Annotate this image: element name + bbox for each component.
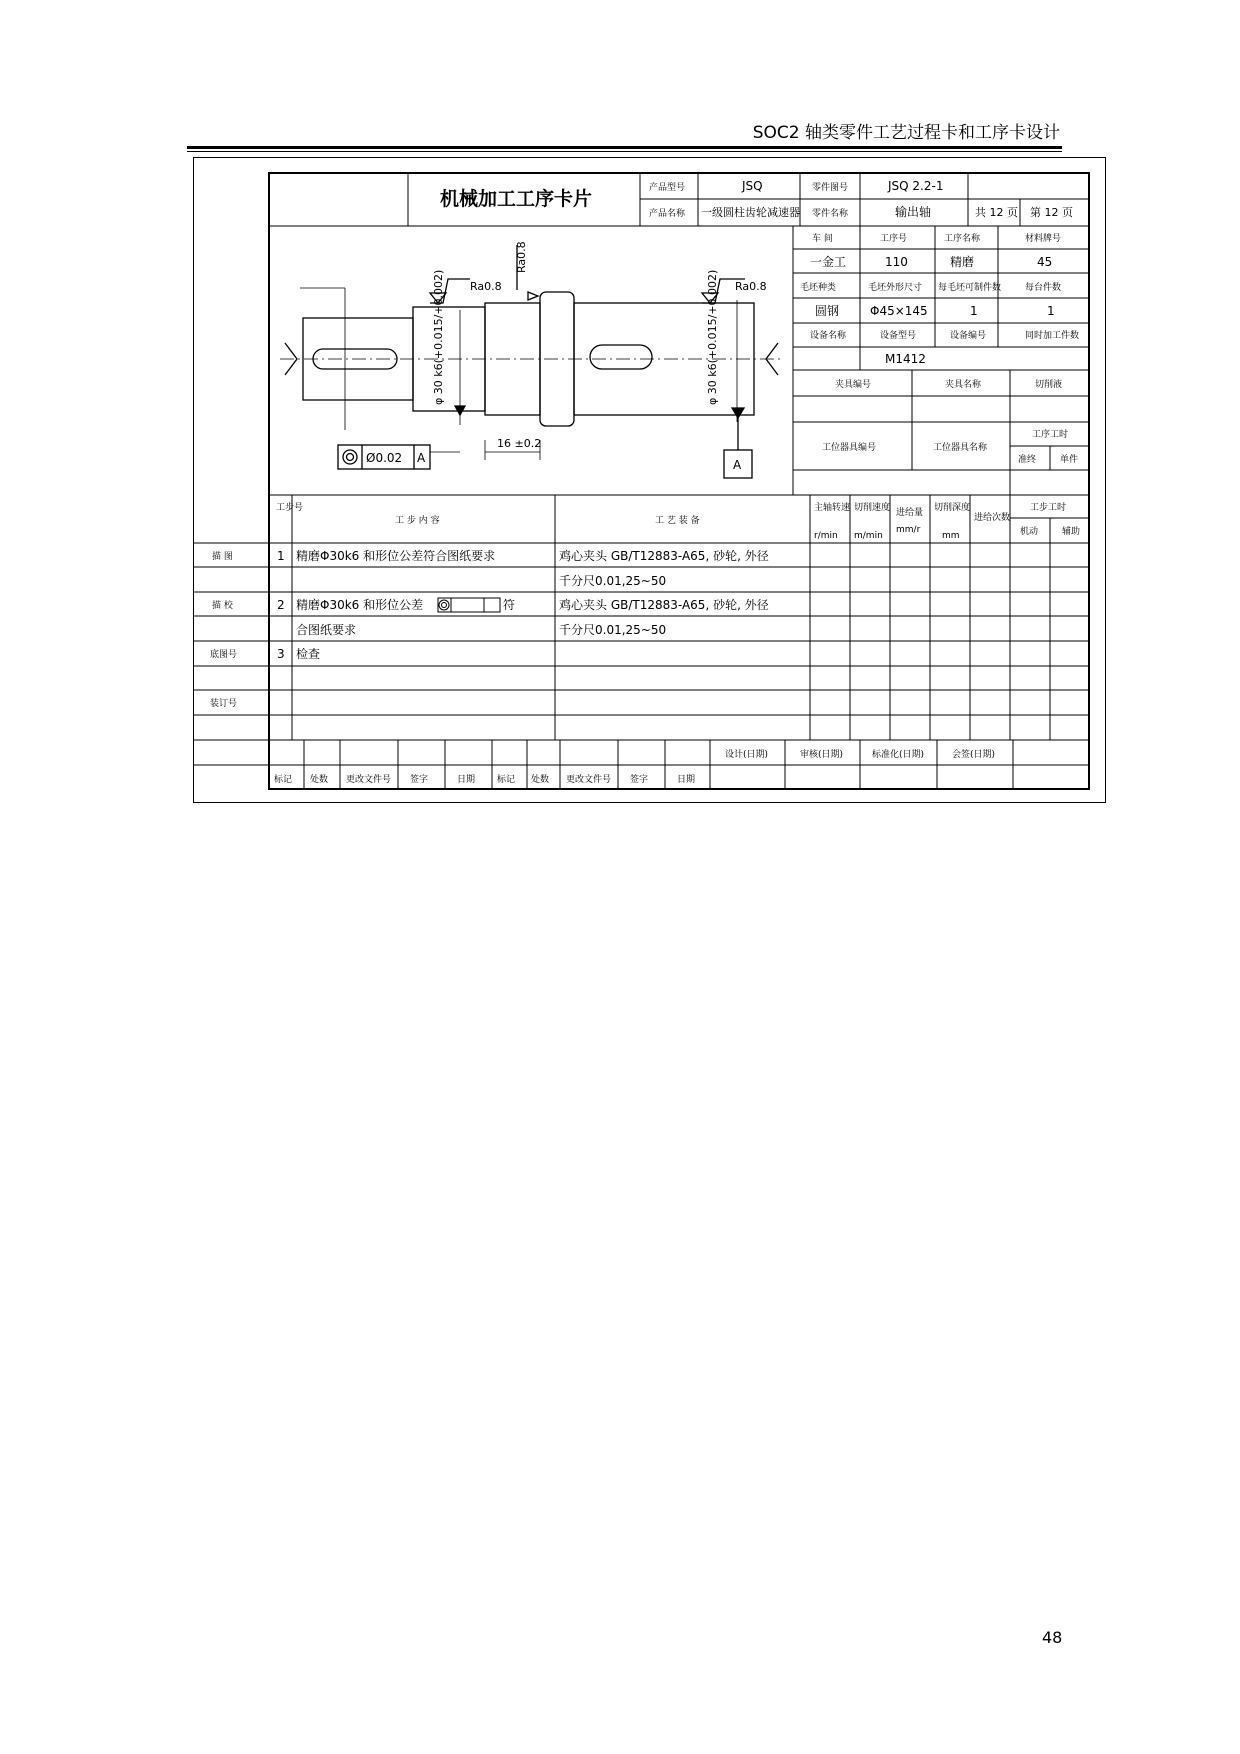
side-check: 描 校 [212,601,233,611]
op-name: 精磨 [950,255,975,269]
depth-unit: mm [942,531,960,541]
op-time-label: 工序工时 [1032,430,1069,440]
blank-type-label: 毛坯种类 [800,283,837,293]
depth-header: 切削深度 [934,503,971,513]
op-no-label: 工序号 [880,234,908,244]
product-name-label: 产品名称 [649,209,686,219]
op-name-label: 工序名称 [944,234,981,244]
spindle-header: 主轴转速 [814,503,851,513]
equipment-header: 工 艺 装 备 [655,516,700,526]
fixture-name-label: 夹具名称 [945,380,982,390]
material: 45 [1037,255,1053,269]
passes-header: 进给次数 [974,513,1011,523]
footer-mark-2: 标记 [497,775,516,785]
footer-date-2: 日期 [677,775,696,785]
product-model-label: 产品型号 [649,183,686,193]
side-trace: 描 图 [212,552,233,562]
equip-model-label: 设备型号 [880,331,917,341]
step-2-no: 2 [277,598,285,612]
footer-place-1: 处数 [310,775,329,785]
step-2-equip: 鸡心夹头 GB/T12883-A65, 砂轮, 外径 [559,598,769,612]
material-label: 材料牌号 [1025,234,1062,244]
step-3-content: 检查 [296,647,321,661]
pieces-per-machine-label: 每台件数 [1025,283,1062,293]
workshop-label: 车 间 [812,234,833,244]
step-1b-equip: 千分尺0.01,25~50 [559,574,667,588]
prep-label: 准终 [1018,455,1037,465]
dim-left: φ 30 k6(+0.015/+0.002) [432,269,445,405]
pieces-per-machine: 1 [1047,304,1055,318]
station-tool-name-label: 工位器具名称 [933,443,988,453]
total-pages: 共 12 页 [975,206,1018,219]
step-2-content-tail: 符 [503,598,516,612]
speed-header: 切削速度 [854,503,891,513]
tol-value: Ø0.02 [366,451,403,465]
step-time-header: 工步工时 [1030,503,1067,513]
equip-name-label: 设备名称 [810,331,847,341]
part-no: JSQ 2.2-1 [888,179,944,193]
product-name: 一级圆柱齿轮减速器 [701,206,800,219]
speed-unit: m/min [854,531,883,541]
footer-doc-2: 更改文件号 [566,775,612,785]
step-2b-content: 合图纸要求 [296,623,357,637]
footer-sig-2: 签字 [630,775,649,785]
spindle-unit: r/min [814,531,838,541]
ra-shoulder: Ra0.8 [515,241,528,273]
pieces-per-blank: 1 [970,304,978,318]
blank-size-label: 毛坯外形尺寸 [868,283,923,293]
blank-type: 圆钢 [815,304,840,318]
aux-header: 辅助 [1062,527,1081,537]
dim-right: φ 30 k6(+0.015/+0.002) [706,269,719,405]
part-name: 输出轴 [895,205,932,219]
footer-date-1: 日期 [457,775,476,785]
step-1-equip: 鸡心夹头 GB/T12883-A65, 砂轮, 外径 [559,549,769,563]
station-tool-no-label: 工位器具编号 [822,443,877,453]
footer-sig-1: 签字 [410,775,429,785]
equip-model: M1412 [885,352,926,366]
ra-left: Ra0.8 [470,280,502,293]
dim-length: 16 ±0.2 [497,437,542,450]
footer-sign: 会签(日期) [952,750,996,760]
simul-label: 同时加工件数 [1025,331,1080,341]
side-bind-no: 装订号 [210,699,238,709]
footer-standard: 标准化(日期) [872,750,925,760]
page: 第 12 页 [1030,206,1073,219]
step-3-no: 3 [277,647,285,661]
product-model: JSQ [742,179,763,193]
header-title: SOC2 轴类零件工艺过程卡和工序卡设计 [752,123,1060,143]
feed-header: 进给量 [896,508,924,518]
feed-unit: mm/r [896,525,921,535]
datum-label: A [733,458,742,472]
step-2-content: 精磨Φ30k6 和形位公差 [296,598,424,612]
part-no-label: 零件图号 [812,183,849,193]
footer-place-2: 处数 [531,775,550,785]
coolant-label: 切削液 [1035,380,1063,390]
pieces-per-blank-label: 每毛坯可制件数 [938,283,1002,293]
card-title: 机械加工工序卡片 [440,188,593,210]
fixture-no-label: 夹具编号 [835,380,872,390]
footer-doc-1: 更改文件号 [346,775,392,785]
side-base-no: 底图号 [210,650,238,660]
workshop: 一金工 [810,255,847,269]
content-header: 工 步 内 容 [395,516,440,526]
step-1-no: 1 [277,549,285,563]
footer-design: 设计(日期) [725,750,769,760]
blank-size: Φ45×145 [870,304,928,318]
ra-right: Ra0.8 [735,280,767,293]
unit-label: 单件 [1060,455,1079,465]
op-no: 110 [885,255,908,269]
tol-datum: A [417,451,426,465]
step-1-content: 精磨Φ30k6 和形位公差符合图纸要求 [296,549,496,563]
footer-mark-1: 标记 [274,775,293,785]
step-2b-equip: 千分尺0.01,25~50 [559,623,667,637]
footer-review: 审核(日期) [800,750,844,760]
part-name-label: 零件名称 [812,209,849,219]
step-no-header: 工步号 [276,503,304,513]
machine-header: 机动 [1020,527,1039,537]
step-2-tol-frame [438,598,500,612]
page-number: 48 [1042,1628,1063,1647]
equip-no-label: 设备编号 [950,331,987,341]
